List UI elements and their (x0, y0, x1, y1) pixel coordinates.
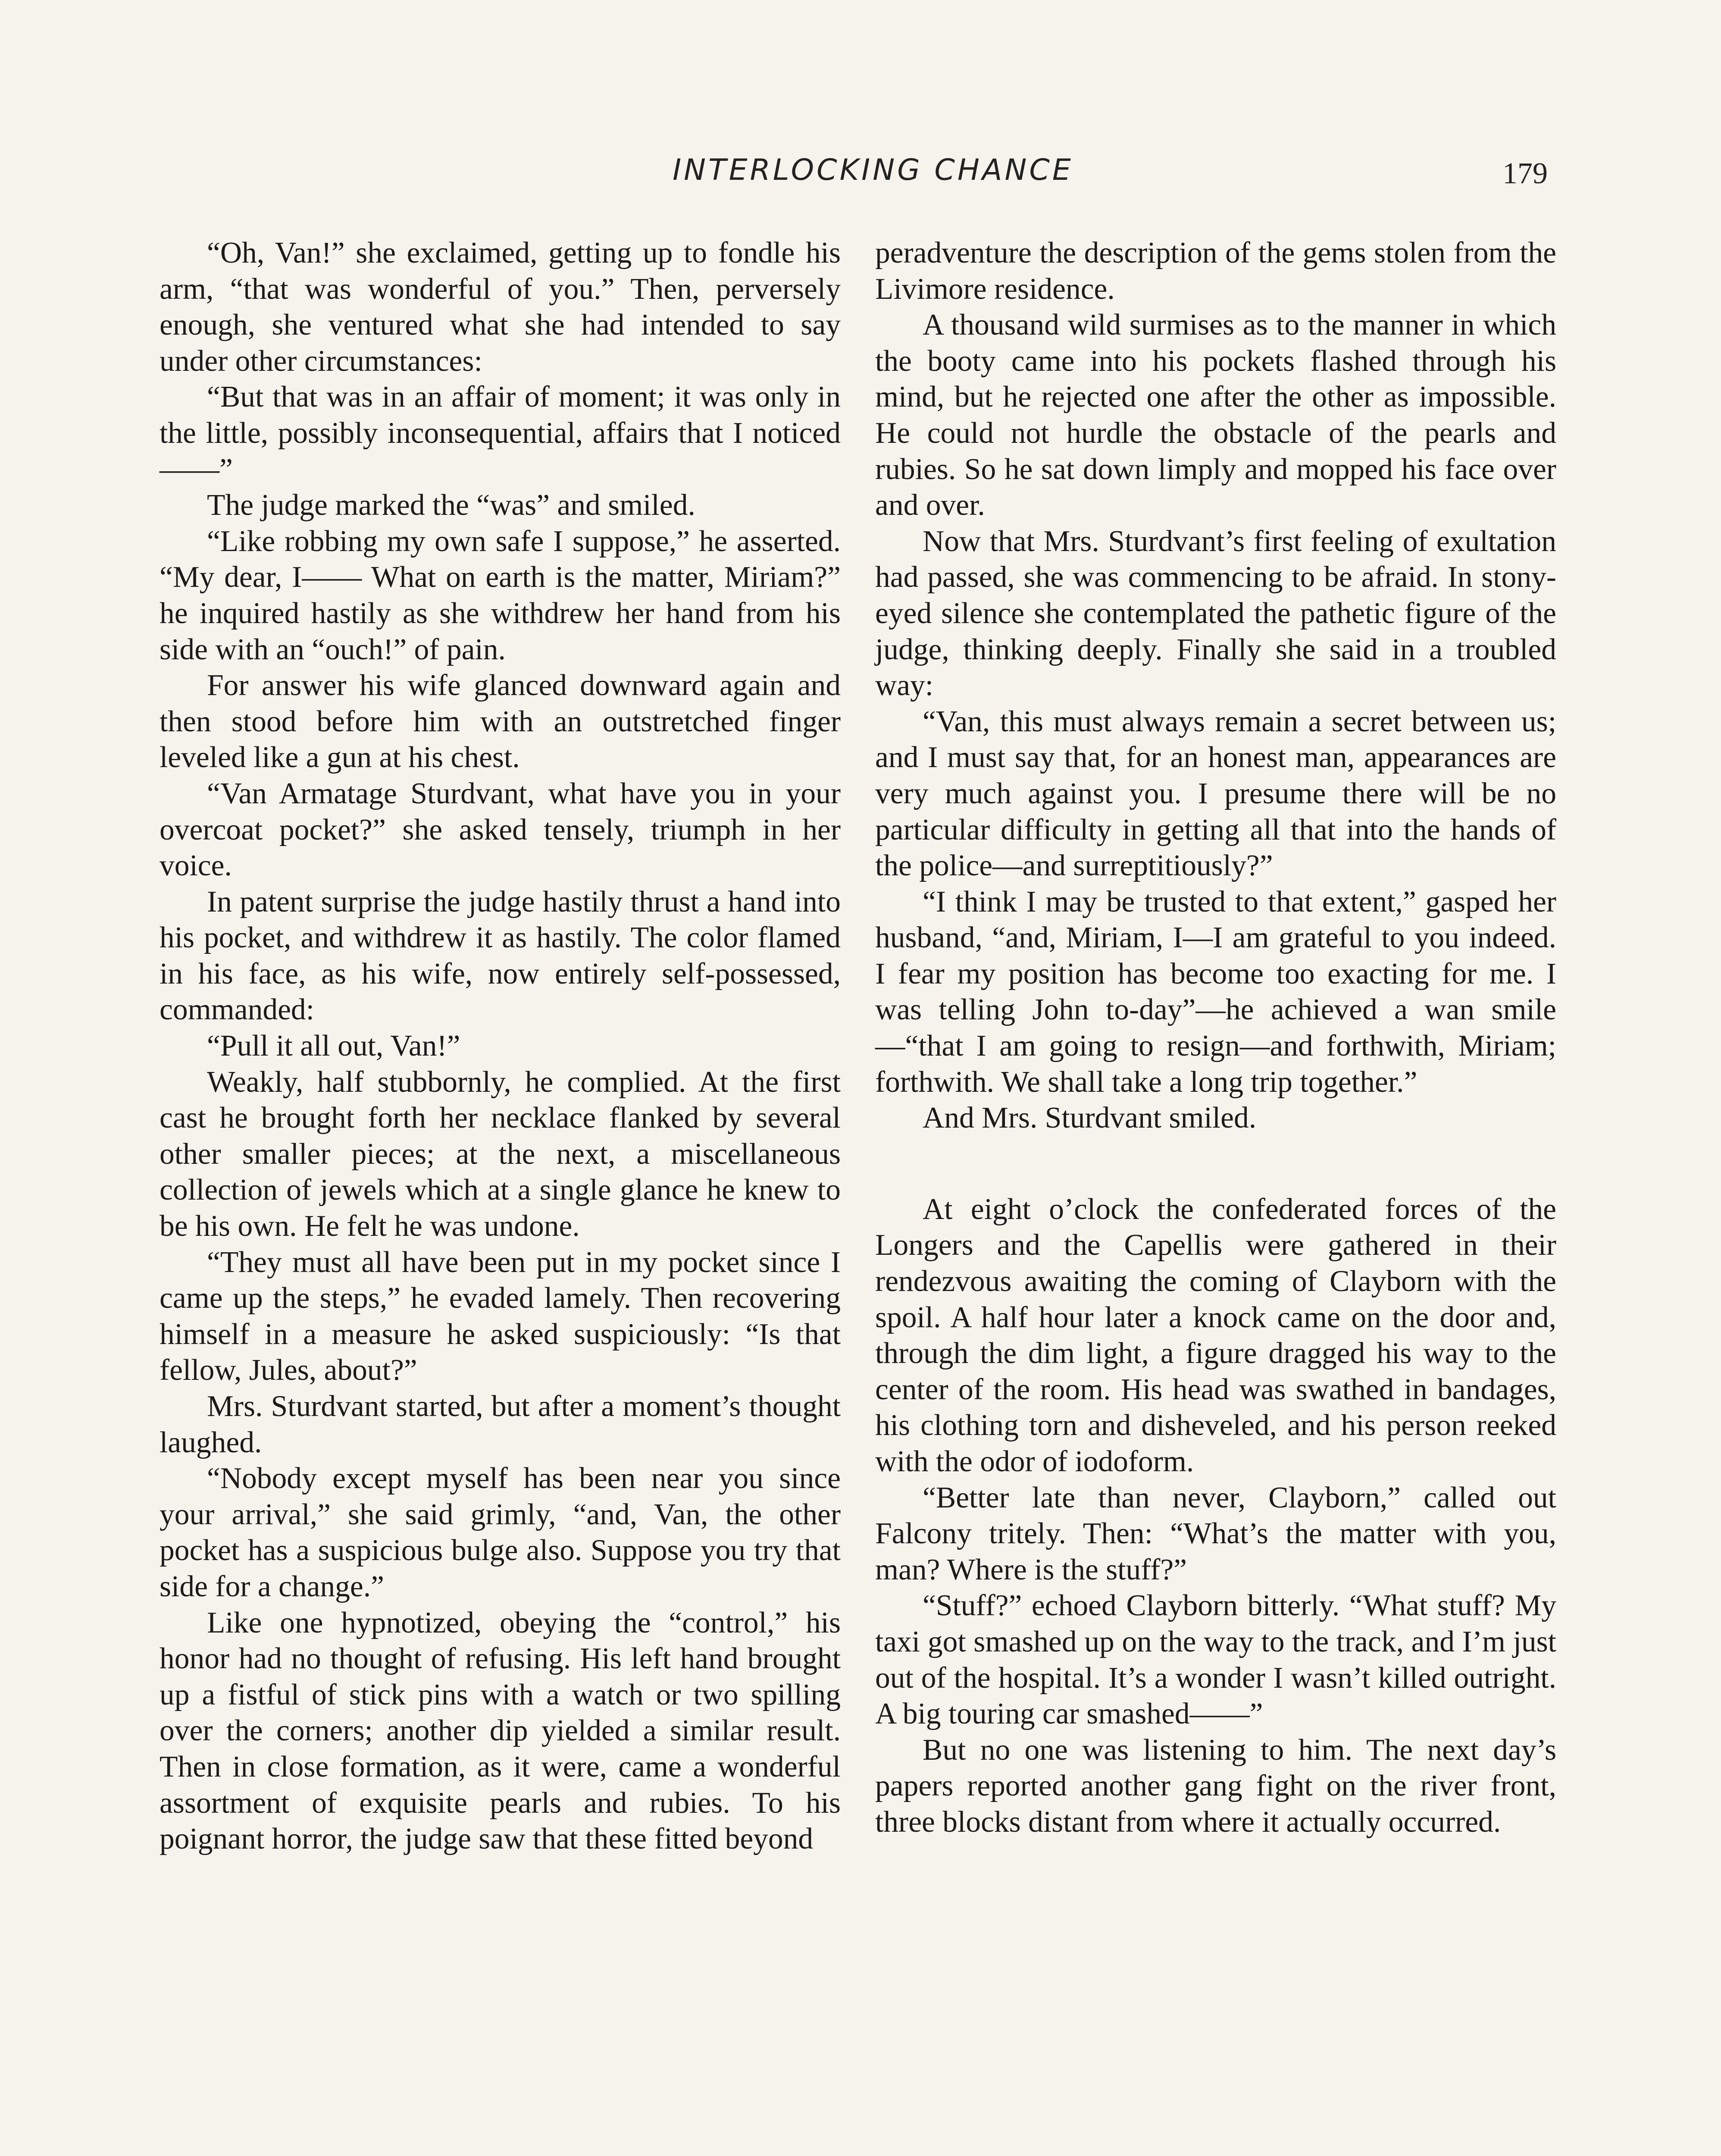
paragraph: But no one was listening to him. The next day’s papers reported another gang fight on the river front, three blocks distant from where it actually occurred. (875, 1733, 1556, 1839)
paragraph: “Nobody except myself has been near you since your arrival,” she said grimly, “and, Van, the other pocket has a suspicious bulge also. Suppose you try that side for a change.” (160, 1462, 841, 1603)
right-text-column (875, 235, 1556, 1840)
paragraph: The judge marked the “was” and smiled. (207, 489, 695, 522)
page-header (0, 153, 1721, 205)
paragraph: In patent surprise the judge hastily thrust a hand into his pocket, and withdrew it as hastily. The color flamed in his face, as his wife, now entirely self-possessed, commanded: (160, 885, 841, 1027)
paragraph: At eight o’clock the confederated forces of the Longers and the Capellis were gathered in their rendezvous awaiting the coming of Clayborn with the spoil. A half hour later a knock came on the door and, through the dim light, a figure dragged his way to the center of the room. His head was swathed in bandages, his clothing torn and disheveled, and his person reeked with the odor of iodoform. (875, 1192, 1556, 1478)
paragraph: “Stuff?” echoed Clayborn bitterly. “What stuff? My taxi got smashed up on the way to the track, and I’m just out of the hospital. It’s a wonder I wasn’t killed outright. A big touring car smashed——” (875, 1589, 1556, 1731)
running-title: INTERLOCKING CHANCE (673, 153, 1073, 187)
paragraph: “They must all have been put in my pocket since I came up the steps,” he evaded lamely. Then recovering himself in a measure he asked suspiciously: “Is that fellow, Jules, about?” (160, 1245, 841, 1387)
page-number: 179 (1502, 157, 1548, 190)
paragraph: Now that Mrs. Sturdvant’s first feeling of exultation had passed, she was commencing to be afraid. In stony-eyed silence she contemplated the pathetic figure of the judge, thinking deeply. Finally she said in a troubled way: (875, 524, 1556, 702)
paragraph: “I think I may be trusted to that extent,” gasped her husband, “and, Miriam, I—I am grateful to you indeed. I fear my position has become too exacting for me. I was telling John to-day”—he achieved a wan smile—“that I am going to resign—and forthwith, Miriam; forthwith. We shall take a long trip together.” (875, 885, 1556, 1099)
paragraph: For answer his wife glanced downward again and then stood before him with an outstretched finger leveled like a gun at his chest. (160, 669, 841, 774)
paragraph: Weakly, half stubbornly, he complied. At the first cast he brought forth her necklace flanked by several other smaller pieces; at the next, a miscellaneous collection of jewels which at a single glance he knew to be his own. He felt he was undone. (160, 1065, 841, 1243)
paragraph: “Van, this must always remain a secret between us; and I must say that, for an honest man, appearances are very much against you. I presume there will be no particular difficulty in getting all that into the hands of the police—and surreptitiously?” (875, 705, 1556, 883)
paragraph: A thousand wild surmises as to the manner in which the booty came into his pockets flashed through his mind, but he rejected one after the other as impossible. He could not hurdle the obstacle of the pearls and rubies. So he sat down limply and mopped his face over and over. (875, 308, 1556, 522)
left-text-column (160, 235, 841, 1857)
paragraph: And Mrs. Sturdvant smiled. (923, 1101, 1257, 1135)
paragraph: “Like robbing my own safe I suppose,” he asserted. “My dear, I—— What on earth is the matter, Miriam?” he inquired hastily as she withdrew her hand from his side with an “ouch!” of pain. (160, 524, 841, 666)
paragraph: “Oh, Van!” she exclaimed, getting up to fondle his arm, “that was wonderful of you.” Then, perversely enough, she ventured what she had intended to say under other circumstances: (160, 236, 841, 378)
paragraph: “Van Armatage Sturdvant, what have you in your overcoat pocket?” she asked tensely, triumph in her voice. (160, 777, 841, 883)
paragraph: peradventure the description of the gems stolen from the Livimore residence. (875, 236, 1556, 306)
paragraph: “Pull it all out, Van!” (207, 1029, 460, 1063)
paragraph: Mrs. Sturdvant started, but after a moment’s thought laughed. (160, 1390, 841, 1459)
paragraph: “Better late than never, Clayborn,” called out Falcony tritely. Then: “What’s the matter with you, man? Where is the stuff?” (875, 1481, 1556, 1586)
paragraph: Like one hypnotized, obeying the “control,” his honor had no thought of refusing. His left hand brought up a fistful of stick pins with a watch or two spilling over the corners; another dip yielded a similar result. Then in close formation, as it were, came a wonderful assortment of exquisite pearls and rubies. To his poignant horror, the judge saw that these fitted beyond (160, 1606, 841, 1856)
paragraph: “But that was in an affair of moment; it was only in the little, possibly inconsequential, affairs that I noticed——” (160, 380, 841, 486)
